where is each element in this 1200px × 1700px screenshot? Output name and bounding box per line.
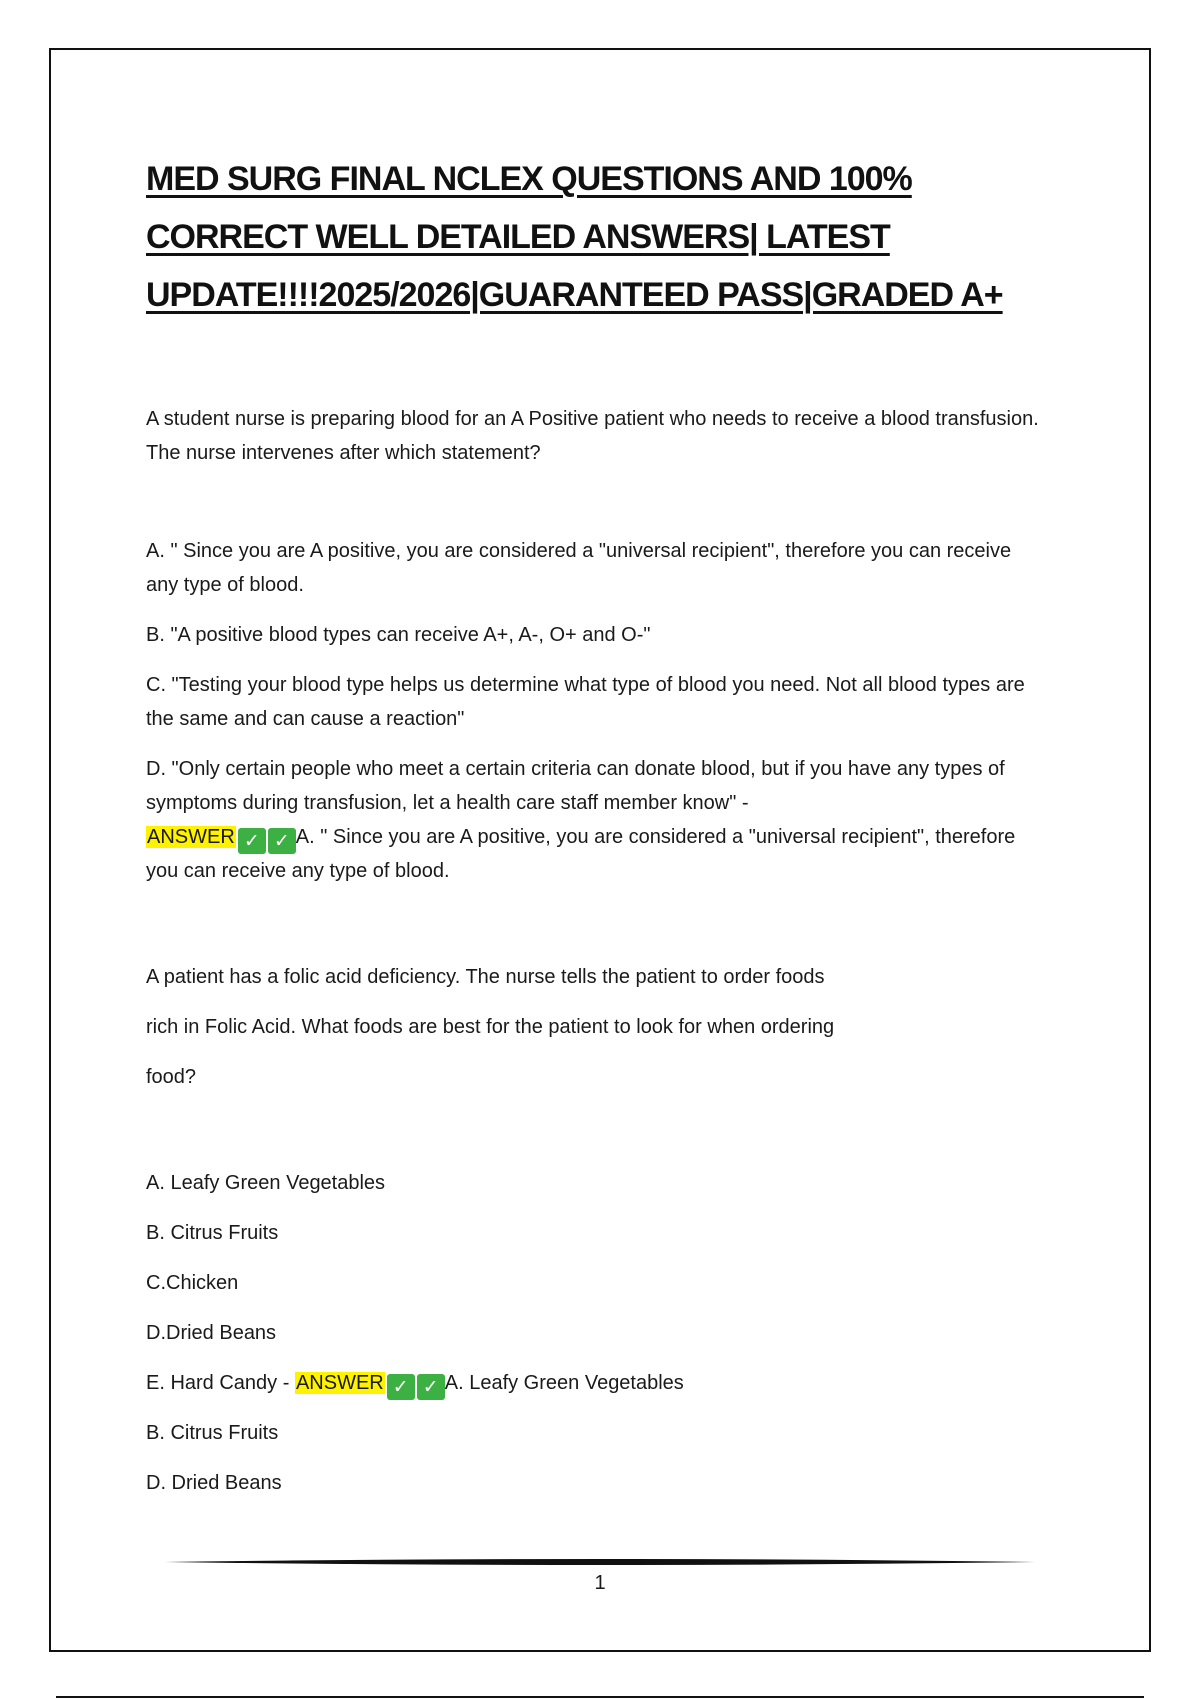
- question-2-option-e: E. Hard Candy -: [146, 1372, 290, 1394]
- question-2-option-e-with-answer: [146, 1358, 1046, 1408]
- question-2-stem-line: rich in Folic Acid. What foods are best for the patient to look for when ordering: [146, 1016, 835, 1038]
- question-2-answer-1: A. Leafy Green Vegetables: [444, 1372, 684, 1394]
- question-2-stem: [146, 952, 1046, 1102]
- question-2-option-b: B. Citrus Fruits: [146, 1222, 279, 1244]
- document-content: [146, 150, 1046, 1508]
- question-2-answer-3: D. Dried Beans: [146, 1472, 282, 1494]
- document-title: MED SURG FINAL NCLEX QUESTIONS AND 100% CORRECT WELL DETAILED ANSWERS| LATEST UPDATE!!!!2025/2026|GUARANTEED PASS|GRADED A+: [146, 160, 1003, 314]
- question-1-stem: A student nurse is preparing blood for an A Positive patient who needs to receive a blood transfusion. The nurse intervenes after which statement?: [146, 408, 1039, 464]
- question-1-option-d: D. "Only certain people who meet a certain criteria can donate blood, but if you have any types of symptoms during transfusion, let a health care staff member know" -: [146, 758, 1005, 814]
- question-1-option-b: B. "A positive blood types can receive A+, A-, O+ and O-": [146, 624, 651, 646]
- question-1-option-d-with-answer: [146, 752, 1046, 888]
- answer-label: ANSWER: [295, 1372, 384, 1394]
- question-2-stem-line: A patient has a folic acid deficiency. The nurse tells the patient to order foods: [146, 966, 825, 988]
- checkmark-icon: ✓: [417, 1374, 445, 1400]
- checkmark-icon: ✓: [387, 1374, 415, 1400]
- question-2-stem-line: food?: [146, 1066, 197, 1088]
- question-1-option-c: C. "Testing your blood type helps us determine what type of blood you need. Not all blood types are the same and can cause a reaction": [146, 674, 1025, 730]
- footer-rule: [165, 1558, 1035, 1566]
- question-2-option-c: C.Chicken: [146, 1272, 239, 1294]
- checkmark-icon: ✓: [238, 828, 266, 854]
- question-2-option-a: A. Leafy Green Vegetables: [146, 1172, 386, 1194]
- checkmark-icon: ✓: [268, 828, 296, 854]
- question-2-option-d: D.Dried Beans: [146, 1322, 277, 1344]
- question-2-options: [146, 1158, 1046, 1508]
- answer-label: ANSWER: [147, 826, 235, 848]
- page-number: 1: [594, 1572, 606, 1594]
- question-1-answer: A. " Since you are A positive, you are considered a "universal recipient", therefore you can receive any type of blood.: [146, 826, 1016, 882]
- question-1-option-a: A. " Since you are A positive, you are considered a "universal recipient", therefore you can receive any type of blood.: [146, 540, 1012, 596]
- bottom-rule: [56, 1696, 1144, 1698]
- question-2-answer-2: B. Citrus Fruits: [146, 1422, 279, 1444]
